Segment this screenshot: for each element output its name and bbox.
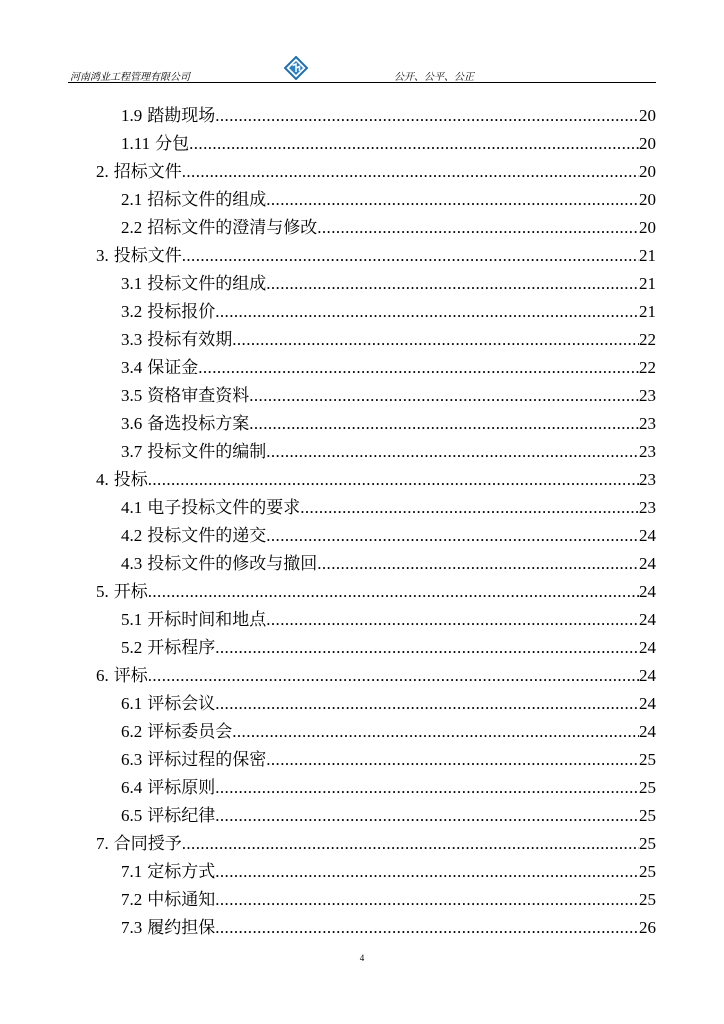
toc-leader-dots (215, 638, 639, 658)
toc-entry[interactable] (96, 742, 656, 770)
toc-entry-title (121, 694, 215, 714)
toc-entry-title (96, 246, 182, 266)
toc-entry-text: 投标有效期 (147, 330, 233, 349)
toc-entry-text: 中标通知 (147, 890, 216, 909)
toc-entry-text: 履约担保 (147, 918, 216, 937)
toc-entry-text: 投标文件的递交 (147, 526, 267, 545)
toc-entry-text: 投标文件 (113, 246, 182, 265)
toc-page-number: 26 (639, 918, 656, 937)
toc-page-number: 22 (639, 358, 656, 377)
toc-leader-dots (198, 358, 639, 378)
toc-entry[interactable] (96, 798, 656, 826)
toc-leader-dots (148, 666, 639, 686)
toc-entry-text: 评标委员会 (147, 722, 233, 741)
toc-page-number: 25 (639, 778, 656, 797)
toc-entry-text: 投标文件的编制 (147, 442, 267, 461)
toc-entry-number: 3.7 (121, 442, 143, 461)
toc-entry-number: 6.2 (121, 722, 143, 741)
toc-entry-title (96, 470, 148, 490)
toc-page-number: 23 (639, 442, 656, 461)
toc-entry-number: 6.3 (121, 750, 143, 769)
toc-entry-title (121, 862, 215, 882)
toc-entry-text: 备选投标方案 (147, 414, 250, 433)
toc-leader-dots (317, 218, 639, 238)
toc-entry-text: 招标文件的澄清与修改 (147, 218, 318, 237)
toc-leader-dots (232, 330, 639, 350)
toc-entry[interactable] (96, 126, 656, 154)
toc-entry-number: 5.1 (121, 610, 143, 629)
toc-entry-title (96, 162, 182, 182)
toc-entry-number: 6.1 (121, 694, 143, 713)
toc-leader-dots (215, 106, 639, 126)
toc-entry[interactable] (96, 602, 656, 630)
toc-leader-dots (215, 778, 639, 798)
toc-entry-number: 4. (96, 470, 109, 489)
toc-leader-dots (266, 442, 639, 462)
toc-entry[interactable] (96, 266, 656, 294)
toc-page-number: 20 (639, 162, 656, 181)
toc-entry-title (121, 498, 300, 518)
toc-page-number: 23 (639, 498, 656, 517)
toc-page-number: 23 (639, 414, 656, 433)
toc-leader-dots (215, 890, 639, 910)
toc-entry-text: 合同授予 (113, 834, 182, 853)
toc-leader-dots (215, 806, 639, 826)
toc-leader-dots (266, 274, 639, 294)
toc-entry-text: 评标会议 (147, 694, 216, 713)
toc-page-number: 25 (639, 806, 656, 825)
toc-entry[interactable] (96, 378, 656, 406)
toc-entry-title (121, 190, 266, 210)
toc-entry-number: 6.5 (121, 806, 143, 825)
toc-leader-dots (215, 918, 639, 938)
toc-entry-text: 评标 (113, 666, 148, 685)
toc-page-number: 21 (639, 274, 656, 293)
toc-entry-number: 1.11 (121, 134, 151, 153)
toc-entry-title (121, 638, 215, 658)
toc-entry-text: 招标文件的组成 (147, 190, 267, 209)
toc-entry-title (96, 582, 148, 602)
toc-entry[interactable] (96, 770, 656, 798)
toc-page-number: 24 (639, 666, 656, 685)
toc-entry[interactable] (96, 686, 656, 714)
toc-leader-dots (182, 246, 639, 266)
toc-page-number: 20 (639, 218, 656, 237)
toc-entry-text: 投标 (113, 470, 148, 489)
toc-entry[interactable] (96, 518, 656, 546)
toc-page-number: 21 (639, 246, 656, 265)
toc-entry[interactable] (96, 182, 656, 210)
toc-page-number: 24 (639, 722, 656, 741)
toc-entry-title (121, 554, 317, 574)
toc-leader-dots (266, 526, 639, 546)
toc-entry-number: 2. (96, 162, 109, 181)
toc-leader-dots (317, 554, 639, 574)
toc-entry[interactable] (96, 462, 656, 490)
toc-entry-text: 评标过程的保密 (147, 750, 267, 769)
toc-entry[interactable] (96, 630, 656, 658)
toc-leader-dots (182, 834, 639, 854)
toc-entry[interactable] (96, 210, 656, 238)
toc-entry-text: 投标文件的修改与撤回 (147, 554, 318, 573)
toc-leader-dots (266, 750, 639, 770)
page-header (68, 54, 656, 83)
toc-entry-text: 开标时间和地点 (147, 610, 267, 629)
toc-entry-text: 保证金 (147, 358, 199, 377)
toc-entry-title (121, 106, 215, 126)
toc-entry-text: 踏勘现场 (147, 106, 216, 125)
toc-entry[interactable] (96, 910, 656, 938)
toc-entry[interactable] (96, 714, 656, 742)
toc-entry-text: 评标原则 (147, 778, 216, 797)
toc-page-number: 24 (639, 610, 656, 629)
toc-entry-title (121, 218, 317, 238)
toc-entry[interactable] (96, 238, 656, 266)
toc-entry-number: 7. (96, 834, 109, 853)
toc-entry[interactable] (96, 434, 656, 462)
toc-entry-title (121, 358, 198, 378)
toc-page-number: 20 (639, 106, 656, 125)
toc-entry-number: 3.3 (121, 330, 143, 349)
toc-leader-dots (182, 162, 639, 182)
toc-entry-title (96, 834, 182, 854)
toc-leader-dots (189, 134, 639, 154)
toc-entry-title (121, 330, 232, 350)
toc-entry-number: 3.1 (121, 274, 143, 293)
toc-entry-number: 1.9 (121, 106, 143, 125)
toc-entry-number: 5.2 (121, 638, 143, 657)
toc-entry-number: 6. (96, 666, 109, 685)
toc-entry[interactable] (96, 98, 656, 126)
toc-page-number: 24 (639, 526, 656, 545)
toc-entry-number: 3.6 (121, 414, 143, 433)
toc-entry-text: 电子投标文件的要求 (147, 498, 301, 517)
toc-entry-text: 开标程序 (147, 638, 216, 657)
toc-entry-text: 开标 (113, 582, 148, 601)
toc-entry[interactable] (96, 406, 656, 434)
toc-entry-number: 2.2 (121, 218, 143, 237)
toc-page-number: 24 (639, 582, 656, 601)
toc-entry[interactable] (96, 826, 656, 854)
toc-page-number: 23 (639, 386, 656, 405)
toc-entry-title (121, 414, 249, 434)
toc-entry-title (121, 806, 215, 826)
toc-entry-number: 3.2 (121, 302, 143, 321)
toc-page-number: 22 (639, 330, 656, 349)
toc-entry-number: 4.3 (121, 554, 143, 573)
toc-entry-title (121, 526, 266, 546)
toc-entry-number: 7.1 (121, 862, 143, 881)
toc-leader-dots (215, 862, 639, 882)
company-motto: 公开、公平、公正 (394, 72, 474, 83)
toc-entry[interactable] (96, 154, 656, 182)
toc-entry-title (121, 722, 232, 742)
toc-entry[interactable] (96, 490, 656, 518)
toc-entry[interactable] (96, 574, 656, 602)
toc-entry-text: 投标报价 (147, 302, 216, 321)
toc-entry-text: 定标方式 (147, 862, 216, 881)
toc-entry-number: 4.1 (121, 498, 143, 517)
toc-entry-title (96, 666, 148, 686)
toc-entry-text: 投标文件的组成 (147, 274, 267, 293)
toc-entry-title (121, 610, 266, 630)
toc-entry-title (121, 386, 249, 406)
page-number: 4 (359, 953, 365, 963)
toc-entry[interactable] (96, 658, 656, 686)
toc-page-number: 24 (639, 638, 656, 657)
toc-entry-title (121, 750, 266, 770)
toc-entry-title (121, 442, 266, 462)
toc-entry-text: 评标纪律 (147, 806, 216, 825)
toc-page-number: 24 (639, 694, 656, 713)
toc-page-number: 25 (639, 750, 656, 769)
toc-entry-number: 3.5 (121, 386, 143, 405)
toc-leader-dots (249, 386, 639, 406)
toc-page-number: 23 (639, 470, 656, 489)
toc-leader-dots (148, 582, 639, 602)
toc-page-number: 25 (639, 890, 656, 909)
toc-entry[interactable] (96, 294, 656, 322)
toc-entry[interactable] (96, 350, 656, 378)
toc-leader-dots (215, 694, 639, 714)
toc-entry-number: 3. (96, 246, 109, 265)
toc-page-number: 25 (639, 834, 656, 853)
toc-leader-dots (249, 414, 639, 434)
toc-entry-number: 4.2 (121, 526, 143, 545)
toc-entry[interactable] (96, 322, 656, 350)
toc-entry-text: 分包 (155, 134, 190, 153)
toc-page-number: 24 (639, 554, 656, 573)
toc-entry-title (121, 302, 215, 322)
toc-page-number: 20 (639, 190, 656, 209)
toc-entry-number: 7.3 (121, 918, 143, 937)
toc-page-number: 20 (639, 134, 656, 153)
table-of-contents (96, 98, 656, 938)
toc-entry-number: 5. (96, 582, 109, 601)
toc-leader-dots (266, 190, 639, 210)
toc-entry[interactable] (96, 854, 656, 882)
toc-leader-dots (148, 470, 639, 490)
toc-entry-title (121, 274, 266, 294)
toc-entry-number: 3.4 (121, 358, 143, 377)
company-name: 河南鸿业工程管理有限公司 (70, 72, 190, 83)
toc-entry[interactable] (96, 882, 656, 910)
company-logo-icon (284, 56, 308, 80)
toc-entry-title (121, 890, 215, 910)
toc-leader-dots (300, 498, 639, 518)
toc-entry-title (121, 778, 215, 798)
toc-entry-number: 2.1 (121, 190, 143, 209)
toc-entry-text: 资格审查资料 (147, 386, 250, 405)
toc-leader-dots (266, 610, 639, 630)
toc-entry-text: 招标文件 (113, 162, 182, 181)
toc-entry-number: 7.2 (121, 890, 143, 909)
toc-page-number: 21 (639, 302, 656, 321)
toc-entry-title (121, 134, 189, 154)
toc-leader-dots (215, 302, 639, 322)
toc-entry-title (121, 918, 215, 938)
toc-entry[interactable] (96, 546, 656, 574)
toc-page-number: 25 (639, 862, 656, 881)
toc-entry-number: 6.4 (121, 778, 143, 797)
toc-leader-dots (232, 722, 639, 742)
